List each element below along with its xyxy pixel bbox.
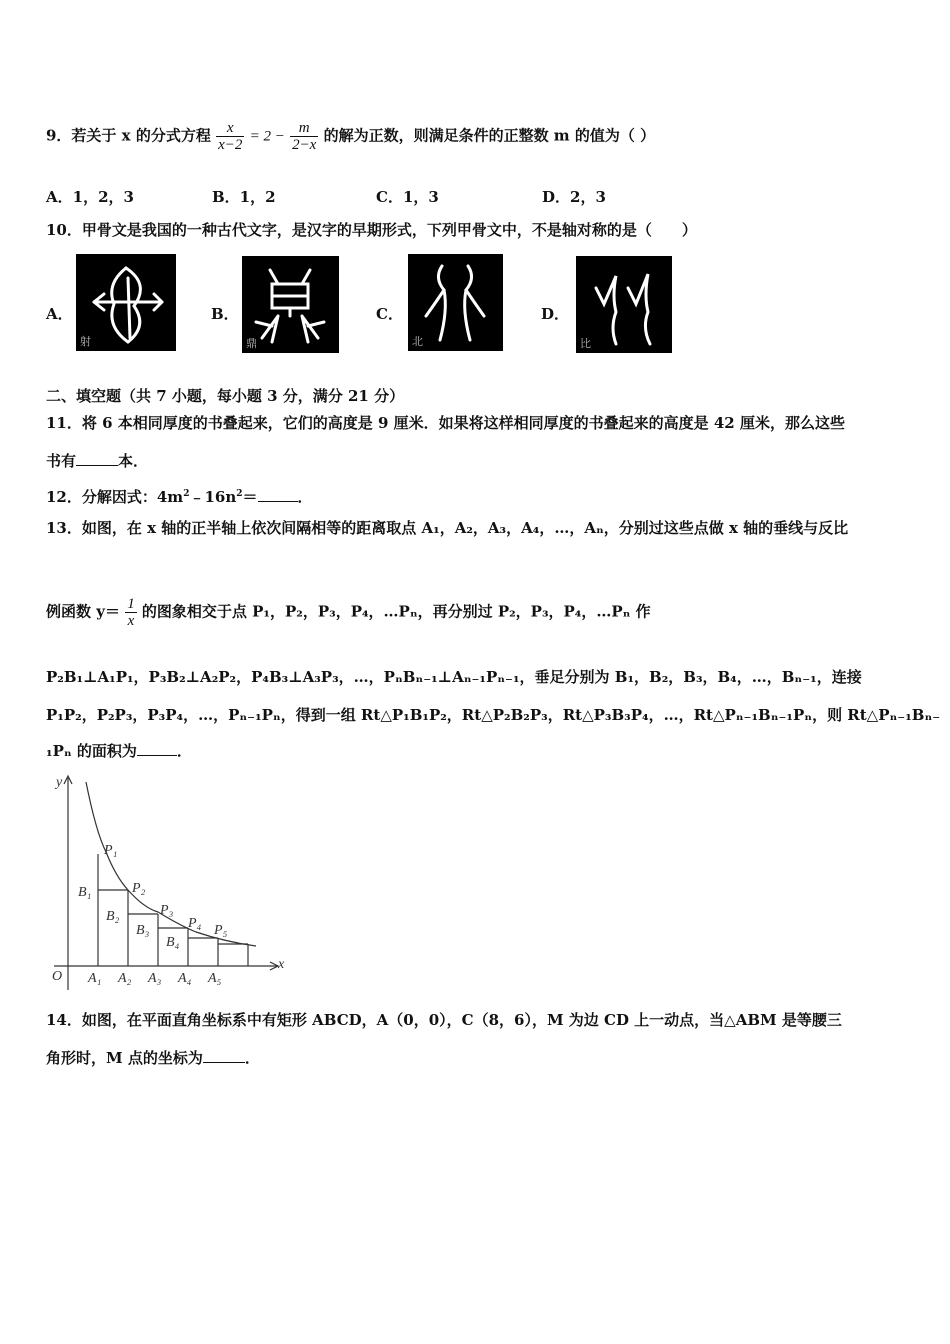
q9-fraction-2	[290, 120, 318, 153]
fig-label-p2: P₂	[132, 881, 146, 896]
q11-post: 本．	[118, 452, 149, 470]
question-12	[46, 484, 313, 507]
q12-post: ＝	[242, 488, 258, 506]
fig-y-label: y	[56, 775, 63, 790]
fig-label-a2: A₂	[118, 971, 132, 986]
q10-option-c-label[interactable]: C．	[376, 305, 403, 323]
question-13-line-4: P₁P₂，P₂P₃，P₃P₄，…，Pₙ₋₁Pₙ，得到一组 Rt△P₁B₁P₂，Rt△P₂B₂P₃，Rt△P₃B₃P₄，…，Rt△Pₙ₋₁Bₙ₋₁Pₙ，则 Rt△Pₙ₋₁Bₙ₋	[46, 706, 941, 724]
q12-sup-1: 2	[183, 489, 190, 499]
q14-post: ．	[244, 1049, 260, 1067]
fig-origin-label: O	[52, 969, 63, 984]
q9-fraction-1	[216, 120, 244, 153]
oracle-glyph-ding[interactable]	[242, 256, 339, 353]
fig-label-p3: P₃	[160, 903, 174, 918]
fig-label-b4: B₄	[166, 935, 180, 950]
q9-suffix: 的解为正数，则满足条件的正整数 m 的值为（ ）	[323, 126, 656, 145]
fig-label-p1: P₁	[104, 843, 118, 858]
q9-frac2-denominator: 2−x	[292, 137, 317, 153]
oracle-glyph-bi[interactable]	[576, 256, 672, 353]
fig-label-b2: B₂	[106, 909, 120, 924]
q11-pre: 书有	[46, 452, 77, 470]
oracle-glyph-she[interactable]	[76, 254, 176, 351]
section-2-title: 二、填空题（共 7 小题，每小题 3 分，满分 21 分）	[46, 387, 405, 405]
q12-pre: 12．分解因式：4m	[46, 488, 184, 506]
fig-label-p4: P₄	[188, 916, 202, 931]
q9-option-a[interactable]: A．1，2，3	[46, 188, 134, 206]
q11-answer-blank[interactable]	[76, 451, 118, 466]
q14-answer-blank[interactable]	[203, 1048, 245, 1063]
glyph-caption-a: 射	[80, 335, 91, 348]
fig-label-p5: P₅	[214, 923, 228, 938]
q9-option-b[interactable]: B．1，2	[212, 188, 276, 206]
glyph-she-icon	[76, 254, 176, 351]
fig-label-b1: B₁	[78, 885, 92, 900]
q10-option-b-label[interactable]: B．	[211, 305, 239, 323]
question-14-line-2	[46, 1048, 260, 1068]
q12-end: ．	[297, 488, 313, 506]
glyph-caption-d: 比	[580, 337, 591, 350]
q10-option-d-label[interactable]: D．	[541, 305, 570, 323]
question-9	[46, 120, 655, 153]
q12-mid: ﹣16n	[189, 488, 237, 506]
q14-pre: 角形时，M 点的坐标为	[46, 1049, 203, 1067]
question-13-line-5	[46, 741, 192, 761]
q9-option-c[interactable]: C．1，3	[376, 188, 439, 206]
q9-option-d[interactable]: D．2，3	[542, 188, 606, 206]
q10-option-a-label[interactable]: A．	[46, 305, 73, 323]
oracle-glyph-bei[interactable]	[408, 254, 503, 351]
q13-line5-pre: ₁Pₙ 的面积为	[46, 742, 137, 760]
q13-line2-pre: 例函数 y＝	[46, 602, 120, 621]
q13-line5-post: ．	[176, 742, 192, 760]
q9-frac1-numerator: x	[216, 120, 244, 137]
q13-frac-numerator: 1	[127, 596, 135, 612]
q9-frac2-numerator: m	[290, 120, 318, 137]
q9-prefix: 9．若关于 x 的分式方程	[46, 126, 211, 145]
fig-x-label: x	[278, 957, 285, 972]
q13-figure	[46, 772, 290, 998]
q13-answer-blank[interactable]	[137, 741, 177, 756]
question-13-line-1: 13．如图，在 x 轴的正半轴上依次间隔相等的距离取点 A₁，A₂，A₃，A₄，…，Aₙ，分别过这些点做 x 轴的垂线与反比	[46, 519, 849, 537]
glyph-caption-b: 鼎	[246, 337, 257, 350]
q13-frac-denominator: x	[127, 613, 135, 629]
question-11-line-1: 11．将 6 本相同厚度的书叠起来，它们的高度是 9 厘米．如果将这样相同厚度的书叠起来的高度是 42 厘米，那么这些	[46, 414, 845, 432]
q9-frac1-denominator: x−2	[218, 137, 243, 153]
question-11-line-2	[46, 451, 148, 471]
q13-line2-post: 的图象相交于点 P₁，P₂，P₃，P₄，…Pₙ，再分别过 P₂，P₃，P₄，…Pₙ 作	[141, 602, 651, 621]
fig-label-a4: A₄	[178, 971, 192, 986]
question-13-line-3: P₂B₁⊥A₁P₁，P₃B₂⊥A₂P₂，P₄B₃⊥A₃P₃，…，PₙBₙ₋₁⊥Aₙ₋₁Pₙ₋₁，垂足分别为 B₁，B₂，B₃，B₄，…，Bₙ₋₁，连接	[46, 668, 862, 686]
question-14-line-1: 14．如图，在平面直角坐标系中有矩形 ABCD，A（0，0），C（8，6），M 为边 CD 上一动点，当△ABM 是等腰三	[46, 1011, 842, 1029]
question-13-line-2	[46, 596, 651, 629]
q13-fraction	[125, 596, 137, 629]
fig-label-a5: A₅	[208, 971, 222, 986]
q12-answer-blank[interactable]	[258, 487, 298, 502]
glyph-caption-c: 北	[412, 335, 423, 348]
fig-label-b3: B₃	[136, 923, 150, 938]
q9-equals: = 2 −	[249, 128, 285, 145]
q12-sup-2: 2	[236, 489, 243, 499]
question-10: 10．甲骨文是我国的一种古代文字，是汉字的早期形式，下列甲骨文中，不是轴对称的是（ ）	[46, 221, 697, 239]
fig-label-a3: A₃	[148, 971, 162, 986]
fig-label-a1: A₁	[88, 971, 102, 986]
